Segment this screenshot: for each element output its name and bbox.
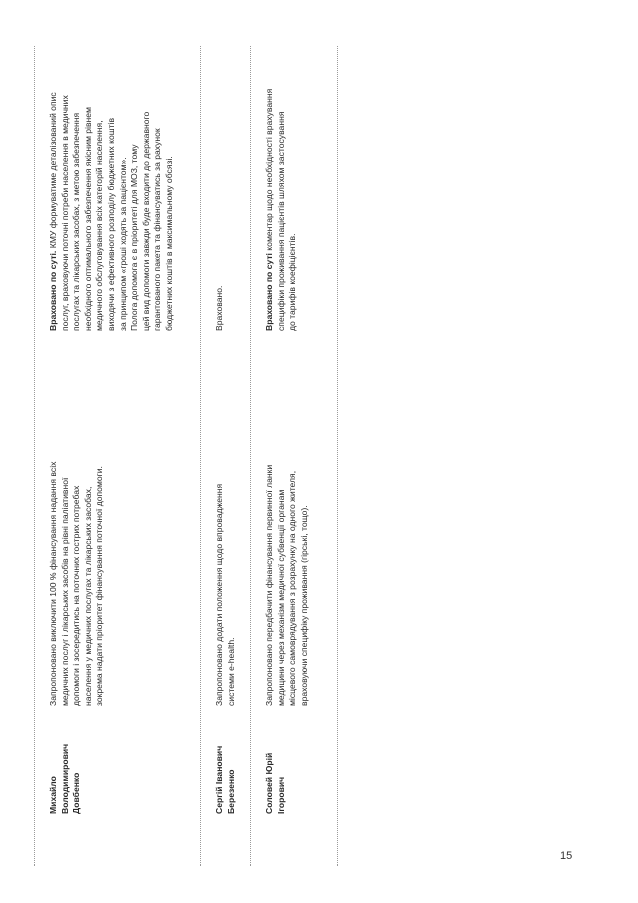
row-2-author: Сергій Іванович Березенко (214, 745, 236, 814)
row-2-proposal: Запропоновано додати положення щодо впровадження системи e-health. (214, 483, 236, 706)
row-divider (250, 46, 251, 866)
row-1-proposal: Запропоновано виключити 100 % фінансування надання всіх медичних послуг і лікарських засобів на рівні паліативної допомоги і зосередитись на поточних гострих потребах населення у медичних послугах та лікарських засобах, зокрема надати пріоритет фінансування поточної допомоги. (48, 461, 105, 706)
rotated-table-frame (30, 46, 355, 866)
row-1-response-text: КМУ формуватиме деталізований опис послуг, враховуючи поточні потреби населення в медичних послугах та лікарських засобах, з метою забезпечення необхідного оптимального забезпечення якісним рівнем медичного обслуговування всіх категорій населення, виходячи з ефективного розподілу бюджетних коштів за принципом «гроші ходять за пацієнтом». Полога допомога є в пріоритеті для МОЗ, тому цей вид допомоги завжди буде входити до державного гарантованого пакета та фінансуватись за рахунок бюджетних коштів в максимальному обсязі. (48, 92, 174, 331)
page-number: 15 (560, 850, 573, 862)
row-divider (337, 46, 338, 866)
row-3-author: Соловей Юрій Ігорович (264, 752, 286, 814)
row-2-response (214, 51, 226, 331)
row-1-response-lead: Враховано по суті. (48, 250, 58, 331)
row-3-response-lead: Враховано по суті (264, 253, 274, 331)
row-3-response-text: коментар щодо необхідності врахування специфіки проживання пацієнтів шляхом застосування до тарифів коефіцієнтів. (264, 88, 298, 331)
row-3-proposal: Запропоновано передбачити фінансування первинної ланки медицини через механізм медичної субвенції органам місцевого самоврядування з розрахунку на одного жителя, враховуючи специфіку проживання (гірські, тощо). (264, 464, 309, 706)
row-1-response (48, 51, 176, 331)
row-divider (34, 46, 35, 866)
comments-table (30, 46, 355, 866)
row-divider (200, 46, 201, 866)
row-1-author: Михайло Володимирович Довбенко (48, 743, 82, 814)
row-2-response-text: Враховано. (214, 285, 224, 331)
row-3-response (264, 51, 299, 331)
